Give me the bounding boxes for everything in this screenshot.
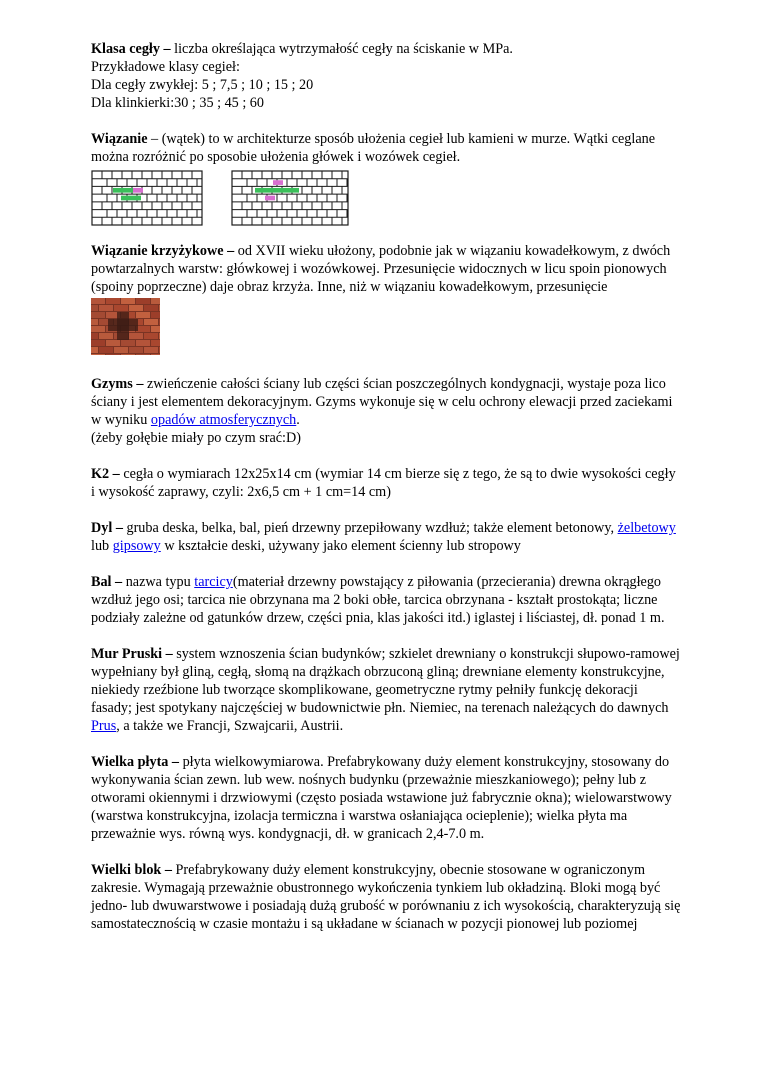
mur-definition-end: , a także we Francji, Szwajcarii, Austrii. <box>116 718 344 734</box>
bond-illustrations <box>91 170 681 226</box>
wiazanie-term: Wiązanie <box>91 131 148 147</box>
link-tarcicy[interactable]: tarcicy <box>194 574 233 590</box>
klasa-definition: liczba określająca wytrzymałość cegły na ściskanie w MPa. <box>174 41 513 57</box>
krzyzowe-definition: od XVII wieku ułożony, podobnie jak w wiązaniu kowadełkowym, z dwóch powtarzalnych warstw: główkowej i wozówkowej. Przesunięcie widocznych w licu spoin pionowych (spoiny poprzeczne) daje obraz krzyża. Inne, niż w wiązaniu kowadełkowym, przesunięcie <box>91 243 671 295</box>
klasa-paragraph <box>91 40 681 58</box>
dyl-paragraph <box>91 519 681 555</box>
krzyzowe-paragraph <box>91 242 681 296</box>
k2-paragraph <box>91 465 681 501</box>
brick-bond-diagram-2 <box>231 170 349 226</box>
blok-definition: Prefabrykowany duży element konstrukcyjny, obecnie stosowane w ograniczonym zakresie. Wymagają przeważnie obustronnego wykończenia tynkiem lub okładziną. Bloki mogą być jedno- lub dwuwarstwowe i posiadają dużą grubość w porównaniu z ich wysokością, charakteryzują się samostatecznością w czasie montażu i są układane w ścianach w pozycji pionowej lub poziomej <box>91 862 681 932</box>
brick-bond-diagram-1 <box>91 170 203 226</box>
brick-wall-photo <box>91 298 160 355</box>
bal-term: Bal – <box>91 574 126 590</box>
bal-paragraph <box>91 573 681 627</box>
bal-definition-end: (materiał drzewny powstający z piłowania (przecierania) drewna okrągłego wzdłuż jego osi; tarcica nie obrzynana ma 2 boki obłe, tarcica obrzynana - kształt prostokąta; liczne podziały zależne od gatunków drzew, części pnia, klas jakości itd.) iglastej i liściastej, dł. ponad 1 m. <box>91 574 665 626</box>
k2-term: K2 – <box>91 466 124 482</box>
link-opady-atmosferyczne[interactable]: opadów atmosferycznych <box>150 412 297 428</box>
klasa-term: Klasa cegły – <box>91 41 175 57</box>
gzyms-paragraph <box>91 375 681 429</box>
mur-paragraph <box>91 645 681 735</box>
dyl-term: Dyl – <box>91 520 127 536</box>
link-prus[interactable]: Prus <box>91 718 117 734</box>
mur-definition: system wznoszenia ścian budynków; szkielet drewniany o konstrukcji słupowo-ramowej wypełniany był gliną, cegłą, słomą na drążkach obrzuconą gliną; drewniane elementy konstrukcyjne, niekiedy rzeźbione lub tworzące skomplikowane, geometryczne rytmy pełniły funkcję dekoracji fasady; jest spotykany najczęściej w budownictwie płn. Niemiec, na terenach należących do dawnych <box>91 646 680 716</box>
wiazanie-definition: – (wątek) to w architekturze sposób ułożenia cegieł lub kamieni w murze. Wątki ceglane można rozróżnić po sposobie ułożenia główek i wozówek cegieł. <box>91 131 656 165</box>
gzyms-definition-end: . <box>296 412 300 428</box>
krzyzowe-term: Wiązanie krzyżykowe – <box>91 243 238 259</box>
gzyms-term: Gzyms – <box>91 376 147 392</box>
mur-term: Mur Pruski – <box>91 646 177 662</box>
klasa-clinker-brick: Dla klinkierki:30 ; 35 ; 45 ; 60 <box>91 95 264 111</box>
link-zelbetowy[interactable]: żelbetowy <box>617 520 676 536</box>
dyl-definition: gruba deska, belka, bal, pień drzewny przepiłowany wzdłuż; także element betonowy, <box>126 520 618 536</box>
document-page <box>91 40 681 933</box>
k2-definition: cegła o wymiarach 12x25x14 cm (wymiar 14 cm bierze się z tego, że są to dwie wysokości cegły i wysokość zaprawy, czyli: 2x6,5 cm + 1 cm=14 cm) <box>91 466 676 500</box>
blok-term: Wielki blok – <box>91 862 176 878</box>
link-gipsowy[interactable]: gipsowy <box>112 538 161 554</box>
wiazanie-paragraph <box>91 130 681 166</box>
plyta-definition: płyta wielkowymiarowa. Prefabrykowany duży element konstrukcyjny, stosowany do wykonywania ścian zewn. lub wew. nośnych budynku (przeważnie mieszkaniowego); pełny lub z otworami okiennymi i drzwiowymi (często posiada wstawione już fabrycznie okna); wielowarstwowy (warstwa konstrukcyjna, izolacja termiczna i warstwa osłaniająca ocieplenie); wielka płyta ma przeważnie wys. równą wys. kondygnacji, dł. w granicach 2,4-7.0 m. <box>91 754 672 842</box>
plyta-paragraph <box>91 753 681 843</box>
klasa-examples-heading: Przykładowe klasy cegieł: <box>91 59 240 75</box>
dyl-definition-end: w kształcie deski, używany jako element ścienny lub stropowy <box>160 538 521 554</box>
bal-definition: nazwa typu <box>125 574 195 590</box>
klasa-regular-brick: Dla cegły zwykłej: 5 ; 7,5 ; 10 ; 15 ; 20 <box>91 77 314 93</box>
dyl-connector: lub <box>91 538 113 554</box>
gzyms-note: (żeby gołębie miały po czym srać:D) <box>91 430 301 446</box>
gzyms-definition: zwieńczenie całości ściany lub części ścian poszczególnych kondygnacji, wystaje poza lico ściany i jest elementem dekoracyjnym. Gzyms wykonuje się w celu ochrony elewacji przed zaciekami w wyniku <box>91 376 673 428</box>
blok-paragraph <box>91 861 681 933</box>
plyta-term: Wielka płyta – <box>91 754 183 770</box>
